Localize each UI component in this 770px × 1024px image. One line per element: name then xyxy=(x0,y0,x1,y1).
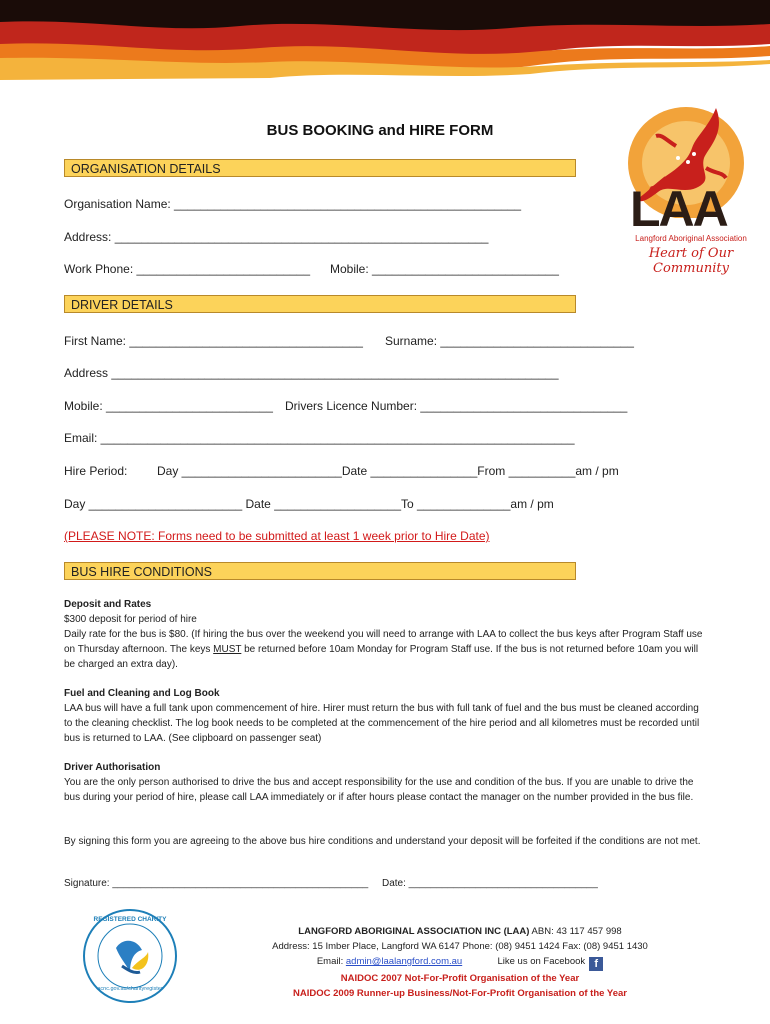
driver-authorisation-block xyxy=(64,760,704,805)
footer xyxy=(200,924,720,1001)
award-2007: NAIDOC 2007 Not-For-Profit Organisation of the Year xyxy=(340,973,580,984)
driver-address-field[interactable]: Address ___________________________________________________________________ xyxy=(64,366,559,380)
first-name-field[interactable]: First Name: ___________________________________ xyxy=(64,334,363,348)
organisation-address-field[interactable]: Address: ________________________________________________________ xyxy=(64,230,489,244)
section-bus-hire-conditions: BUS HIRE CONDITIONS xyxy=(64,562,576,580)
footer-org-line: LANGFORD ABORIGINAL ASSOCIATION INC (LAA) ABN: 43 117 457 998 xyxy=(298,926,622,937)
footer-contact-line: Email: admin@laalangford.com.au Like us on Facebook f xyxy=(200,954,720,971)
email-link[interactable]: admin@laalangford.com.au xyxy=(345,956,463,967)
surname-field[interactable]: Surname: _____________________________ xyxy=(385,334,634,348)
agreement-text: By signing this form you are agreeing to the above bus hire conditions and understand your deposit will be forfeited if the conditions are not met. xyxy=(64,836,701,847)
charity-badge-bottom-text: acnc.gov.au/charityregister xyxy=(97,986,163,992)
deposit-line-1: $300 deposit for period of hire xyxy=(64,614,197,625)
footer-address: Address: 15 Imber Place, Langford WA 6147 Phone: (08) 9451 1424 Fax: (08) 9451 1430 xyxy=(272,941,648,952)
driver-auth-heading: Driver Authorisation xyxy=(64,762,161,773)
section-driver-details: DRIVER DETAILS xyxy=(64,295,576,313)
work-phone-field[interactable]: Work Phone: __________________________ xyxy=(64,262,310,276)
section-organisation-details: ORGANISATION DETAILS xyxy=(64,159,576,177)
submission-note: (PLEASE NOTE: Forms need to be submitted at least 1 week prior to Hire Date) xyxy=(64,529,490,543)
organisation-name-field[interactable]: Organisation Name: ____________________________________________________ xyxy=(64,197,522,211)
email-field[interactable]: Email: _______________________________________________________________________ xyxy=(64,431,575,445)
deposit-heading: Deposit and Rates xyxy=(64,599,152,610)
driver-mobile-field[interactable]: Mobile: _________________________ xyxy=(64,399,273,413)
driver-auth-text: You are the only person authorised to drive the bus and accept responsibility for the use and condition of the bus. If you are unable to drive the bus during your period of hire, please call LAA immediately or if after hours please contact the manager on the number provided in the bus file. xyxy=(64,777,694,803)
form-title: BUS BOOKING and HIRE FORM xyxy=(266,122,494,139)
org-mobile-field[interactable]: Mobile: ____________________________ xyxy=(330,262,559,276)
header-banner xyxy=(0,0,770,80)
facebook-label: Like us on Facebook xyxy=(497,956,586,967)
licence-number-field[interactable]: Drivers Licence Number: _______________________________ xyxy=(285,399,628,413)
hire-period-label: Hire Period: xyxy=(64,464,128,478)
signature-date-field[interactable]: Date: __________________________________ xyxy=(382,878,598,889)
award-2009: NAIDOC 2009 Runner-up Business/Not-For-Profit Organisation of the Year xyxy=(293,988,627,999)
facebook-icon[interactable]: f xyxy=(589,957,603,971)
deposit-rates-block xyxy=(64,597,704,672)
laa-logo: LAA Langford Aboriginal Association Heart of Our Community xyxy=(596,88,766,278)
fuel-block xyxy=(64,686,704,746)
hire-period-row-2[interactable]: Day _______________________ Date ___________________To ______________am / pm xyxy=(64,497,554,511)
charity-badge-top-text: REGISTERED CHARITY xyxy=(93,916,167,923)
fuel-text: LAA bus will have a full tank upon commencement of hire. Hirer must return the bus with full tank of fuel and the bus must be cleaned according to the cleaning checklist. The log book needs to be completed at the commencement of the hire period and all kilometres must be recorded until bus is returned to LAA. (See clipboard on passenger seat) xyxy=(64,703,700,744)
hire-period-row-1[interactable]: Day ________________________Date ________________From __________am / pm xyxy=(157,464,619,478)
signature-field[interactable]: Signature: ______________________________________________ xyxy=(64,878,369,889)
fuel-heading: Fuel and Cleaning and Log Book xyxy=(64,688,220,699)
deposit-line-2: Daily rate for the bus is $80. (If hiring the bus over the weekend you will need to arrange with LAA to collect the bus keys after Program Staff use on Thursday afternoon. The keys MUST be returned before 10am Monday for Program Staff use. If the bus is not returned before 10am you will be charged an extra day). xyxy=(64,629,703,670)
